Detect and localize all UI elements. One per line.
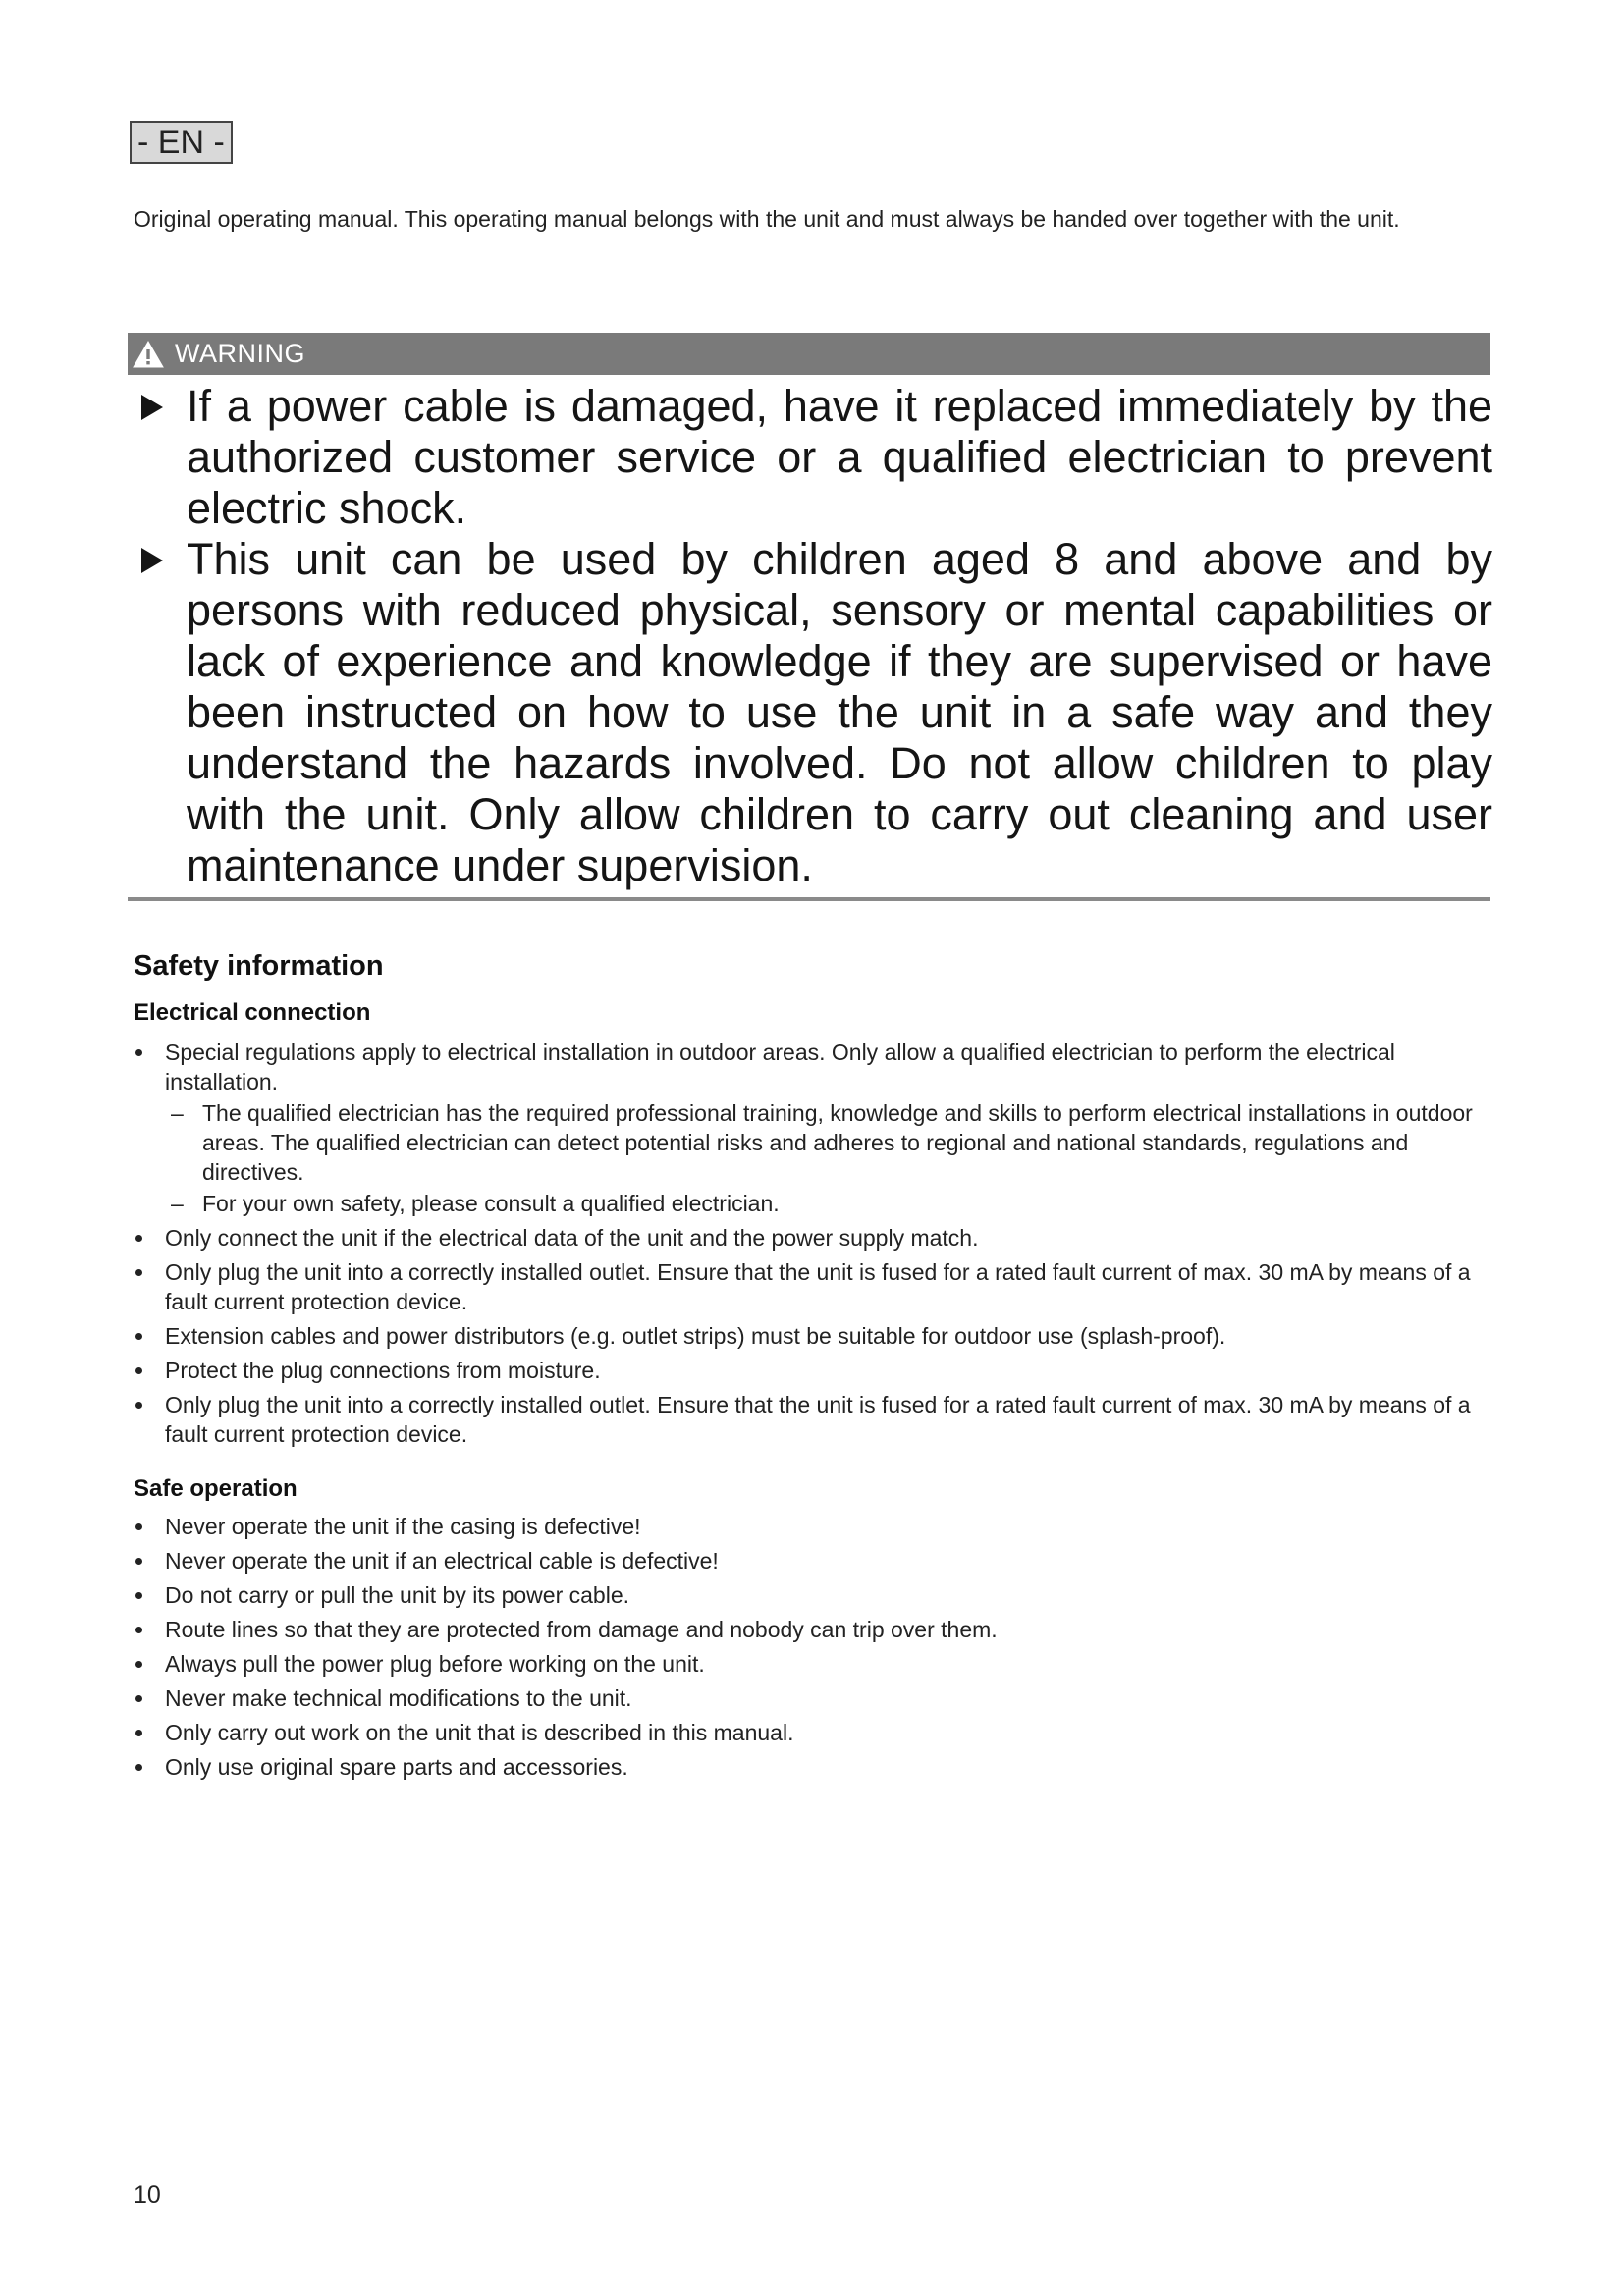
- sub-list-item-text: For your own safety, please consult a qualified electrician.: [202, 1191, 780, 1216]
- bullet-dot-icon: [135, 1523, 142, 1530]
- list-item-text: Only connect the unit if the electrical data of the unit and the power supply match.: [165, 1225, 979, 1251]
- dash-icon: –: [171, 1191, 184, 1216]
- list-item: [134, 1257, 1489, 1316]
- list-item-text: Never make technical modifications to the unit.: [165, 1685, 632, 1711]
- list-item: [134, 1718, 1489, 1747]
- list-item-text: Only carry out work on the unit that is described in this manual.: [165, 1720, 794, 1745]
- warning-header-bar: [128, 333, 1490, 375]
- list-item: [134, 1038, 1489, 1218]
- list-item-text: Never operate the unit if an electrical cable is defective!: [165, 1548, 719, 1574]
- list-item: [134, 1683, 1489, 1713]
- sub-list-item-text: The qualified electrician has the required professional training, knowledge and skills to perform electrical installations in outdoor areas. The qualified electrician can detect potential risks and adheres to regional and national standards, regulations and directives.: [202, 1100, 1473, 1185]
- sub-list-item: [165, 1098, 1489, 1187]
- warning-item: [128, 381, 1492, 534]
- sub-list: [165, 1098, 1489, 1218]
- list-item-text: Do not carry or pull the unit by its power cable.: [165, 1582, 630, 1608]
- warning-triangle-icon: [132, 340, 165, 369]
- list-item: [134, 1546, 1489, 1575]
- dash-icon: –: [171, 1100, 184, 1126]
- bullet-dot-icon: [135, 1049, 142, 1056]
- electrical-connection-list: [134, 1038, 1489, 1454]
- bullet-dot-icon: [135, 1402, 142, 1409]
- list-item: [134, 1752, 1489, 1782]
- bullet-dot-icon: [135, 1333, 142, 1340]
- bullet-dot-icon: [135, 1695, 142, 1702]
- list-item: [134, 1512, 1489, 1541]
- warning-list: [128, 381, 1492, 891]
- bullet-dot-icon: [135, 1592, 142, 1599]
- bullet-dot-icon: [135, 1367, 142, 1374]
- intro-paragraph: Original operating manual. This operating manual belongs with the unit and must always be handed over together with the unit.: [134, 206, 1400, 232]
- list-item-text: Never operate the unit if the casing is defective!: [165, 1514, 641, 1539]
- list-item: [134, 1223, 1489, 1253]
- list-item-text: Extension cables and power distributors (e.g. outlet strips) must be suitable for outdoor use (splash-proof).: [165, 1323, 1226, 1349]
- list-item-text: Only plug the unit into a correctly installed outlet. Ensure that the unit is fused for a rated fault current of max. 30 mA by means of a fault current protection device.: [165, 1259, 1471, 1314]
- list-item: [134, 1356, 1489, 1385]
- list-item: [134, 1580, 1489, 1610]
- electrical-connection-heading: Electrical connection: [134, 999, 371, 1026]
- list-item-text: Route lines so that they are protected from damage and nobody can trip over them.: [165, 1617, 998, 1642]
- safety-heading: Safety information: [134, 950, 384, 982]
- bullet-dot-icon: [135, 1269, 142, 1276]
- warning-label: WARNING: [175, 339, 305, 368]
- bullet-dot-icon: [135, 1661, 142, 1668]
- arrow-right-icon: [141, 548, 163, 573]
- list-item: [134, 1321, 1489, 1351]
- bullet-dot-icon: [135, 1627, 142, 1633]
- bullet-dot-icon: [135, 1764, 142, 1771]
- list-item-text: Protect the plug connections from moisture.: [165, 1358, 601, 1383]
- list-item: [134, 1390, 1489, 1449]
- bullet-dot-icon: [135, 1730, 142, 1736]
- bullet-dot-icon: [135, 1558, 142, 1565]
- list-item-text: Always pull the power plug before working on the unit.: [165, 1651, 705, 1677]
- warning-divider: [128, 897, 1490, 901]
- safe-operation-heading: Safe operation: [134, 1475, 298, 1502]
- warning-item: [128, 534, 1492, 891]
- page-number: 10: [134, 2181, 161, 2209]
- bullet-dot-icon: [135, 1235, 142, 1242]
- warning-item-text: This unit can be used by children aged 8 and above and by persons with reduced physical, sensory or mental capabilities or lack of experience and knowledge if they are supervised or have been instructed on how to use the unit in a safe way and they understand the hazards involved. Do not allow children to play with the unit. Only allow children to carry out cleaning and user maintenance under supervision.: [187, 534, 1492, 890]
- list-item-text: Only plug the unit into a correctly installed outlet. Ensure that the unit is fused for a rated fault current of max. 30 mA by means of a fault current protection device.: [165, 1392, 1471, 1447]
- arrow-right-icon: [141, 395, 163, 420]
- list-item: [134, 1615, 1489, 1644]
- safe-operation-list: [134, 1512, 1489, 1787]
- language-tag: - EN -: [130, 121, 233, 164]
- list-item: [134, 1649, 1489, 1679]
- sub-list-item: [165, 1189, 1489, 1218]
- warning-item-text: If a power cable is damaged, have it replaced immediately by the authorized customer service or a qualified electrician to prevent electric shock.: [187, 381, 1492, 533]
- list-item-text: Special regulations apply to electrical installation in outdoor areas. Only allow a qualified electrician to perform the electrical installation.: [165, 1040, 1395, 1095]
- list-item-text: Only use original spare parts and accessories.: [165, 1754, 628, 1780]
